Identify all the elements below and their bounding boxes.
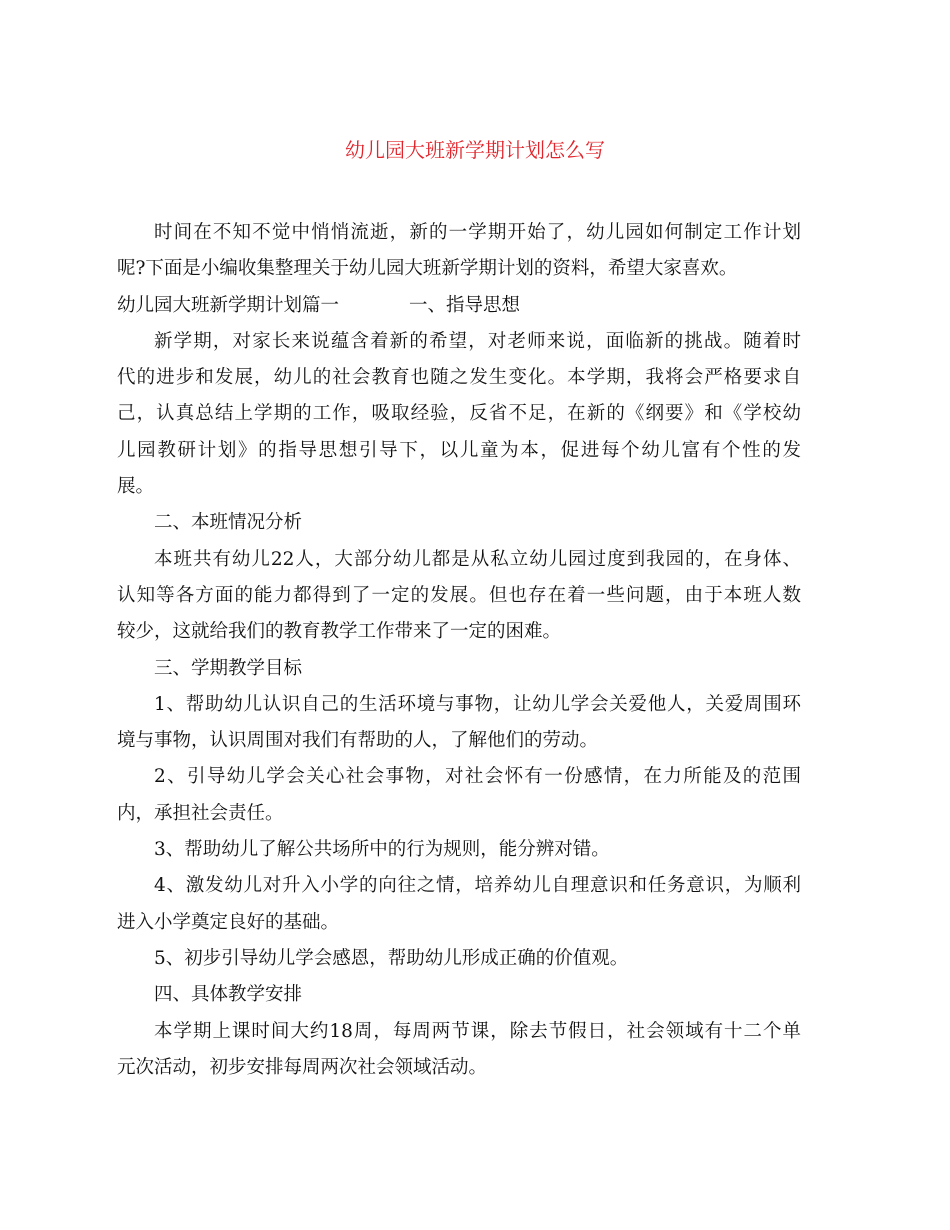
text-line: 二、本班情况分析 — [154, 512, 303, 534]
paragraph — [117, 505, 801, 541]
text-line: 3、帮助幼儿了解公共场所中的行为规则，能分辨对错。 — [154, 839, 610, 861]
document-title: 幼儿园大班新学期计划怎么写 — [345, 138, 605, 162]
paragraph — [117, 687, 801, 760]
text-line: 元次活动，初步安排每周两次社会领域活动。 — [117, 1056, 488, 1078]
text-line: 4、激发幼儿对升入小学的向往之情，培养幼儿自理意识和任务意识，为顺利 — [154, 875, 801, 897]
paragraph — [117, 868, 801, 941]
text-line: 认知等各方面的能力都得到了一定的发展。但也存在着一些问题，由于本班人数 — [117, 584, 801, 606]
paragraph — [117, 941, 801, 977]
section-heading: 一、指导思想 — [409, 294, 521, 316]
part-title: 幼儿园大班新学期计划篇一 — [117, 294, 340, 316]
intro-text — [117, 215, 801, 288]
text-line: 2、引导幼儿学会关心社会事物，对社会怀有一份感情，在力所能及的范围 — [154, 766, 801, 788]
text-line: 5、初步引导幼儿学会感恩，帮助幼儿形成正确的价值观。 — [154, 947, 629, 969]
text-line: 境与事物，认识周围对我们有帮助的人，了解他们的劳动。 — [117, 730, 599, 752]
paragraph — [117, 542, 801, 651]
text-line: 四、具体教学安排 — [154, 984, 303, 1006]
paragraph — [117, 651, 801, 687]
text-line: 进入小学奠定良好的基础。 — [117, 911, 340, 933]
text-line: 本班共有幼儿22人，大部分幼儿都是从私立幼儿园过度到我园的，在身体、 — [154, 548, 801, 570]
paragraph — [117, 1014, 801, 1087]
text-line: 呢?下面是小编收集整理关于幼儿园大班新学期计划的资料，希望大家喜欢。 — [117, 258, 738, 280]
paragraph — [117, 324, 801, 505]
text-line: 己，认真总结上学期的工作，吸取经验，反省不足，在新的《纲要》和《学校幼 — [117, 403, 801, 425]
text-line: 较少，这就给我们的教育教学工作带来了一定的困难。 — [117, 621, 562, 643]
text-line: 1、帮助幼儿认识自己的生活环境与事物，让幼儿学会关爱他人，关爱周围环 — [154, 693, 801, 715]
intro-paragraph — [117, 215, 801, 288]
paragraph — [117, 759, 801, 832]
text-line: 本学期上课时间大约18周，每周两节课，除去节假日，社会领域有十二个单 — [154, 1020, 801, 1042]
paragraph — [117, 977, 801, 1013]
text-line: 内，承担社会责任。 — [117, 802, 284, 824]
text-line: 时间在不知不觉中悄悄流逝，新的一学期开始了，幼儿园如何制定工作计划 — [154, 222, 801, 243]
text-line: 儿园教研计划》的指导思想引导下，以儿童为本，促进每个幼儿富有个性的发 — [117, 439, 801, 461]
document-body — [117, 215, 801, 1086]
text-line: 代的进步和发展，幼儿的社会教育也随之发生变化。本学期，我将会严格要求自 — [117, 367, 801, 389]
section-heading-line — [117, 288, 801, 324]
text-line: 三、学期教学目标 — [154, 657, 303, 679]
text-line: 展。 — [117, 476, 155, 498]
text-line: 新学期，对家长来说蕴含着新的希望，对老师来说，面临新的挑战。随着时 — [154, 330, 801, 352]
paragraph — [117, 832, 801, 868]
